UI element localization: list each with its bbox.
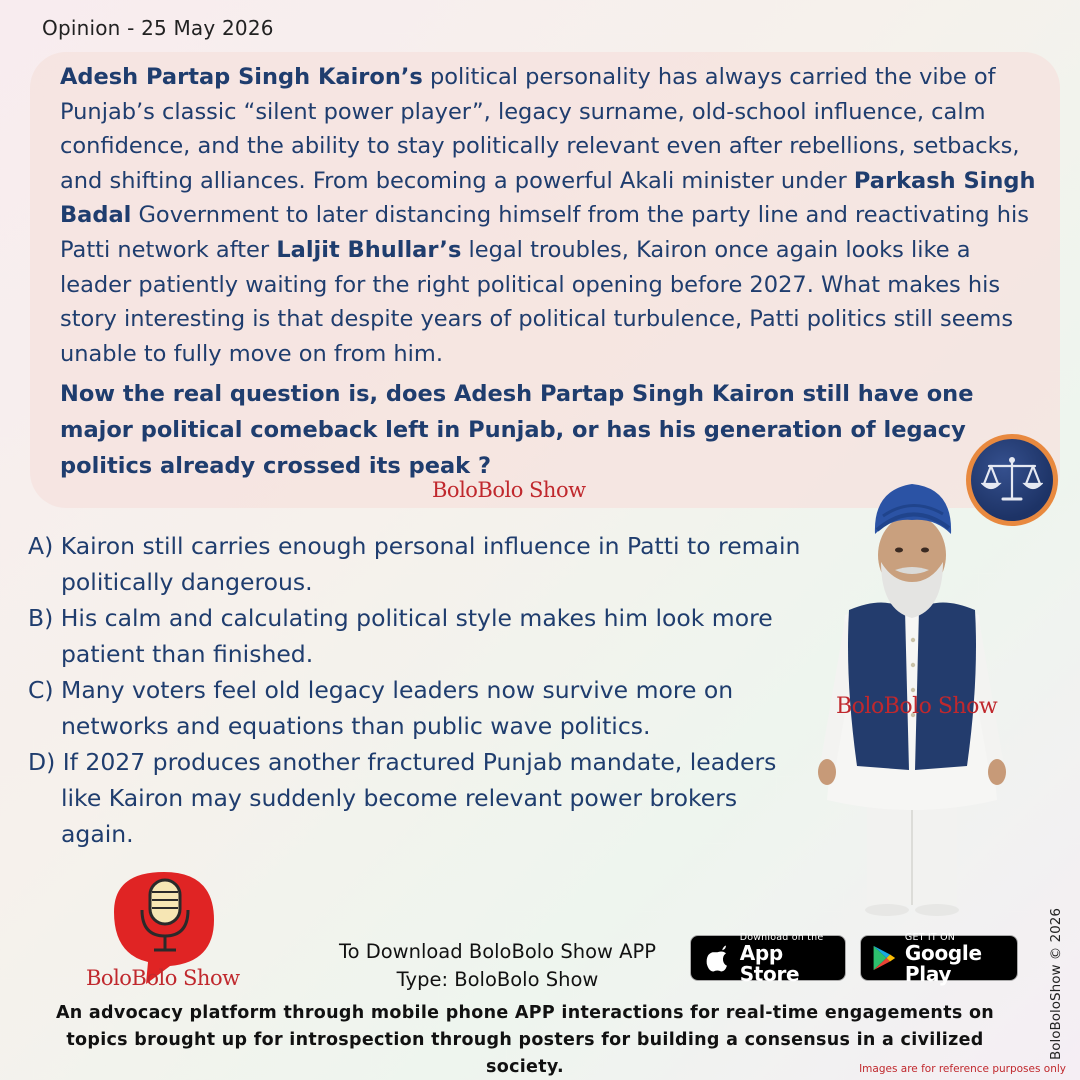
image-disclaimer: Images are for reference purposes only <box>859 1063 1066 1075</box>
bold-bhullar: Laljit Bhullar’s <box>276 236 462 263</box>
download-line-1: To Download BoloBolo Show APP <box>338 940 657 963</box>
copyright-text: BoloBoloShow © 2026 <box>1048 908 1064 1060</box>
google-play-icon <box>871 942 897 974</box>
apple-icon <box>701 941 734 975</box>
google-big-label: Google Play <box>904 940 982 986</box>
bold-badal: Parkash Singh Badal <box>60 167 1036 229</box>
appstore-big-label: App Store <box>739 940 800 986</box>
opinion-paragraph <box>60 60 1045 371</box>
option-c[interactable]: C) Many voters feel old legacy leaders now survive more on networks and equations than public wave politics. <box>28 676 734 740</box>
bold-kairon: Adesh Partap Singh Kairon’s <box>60 64 423 90</box>
text-segment-c: legal troubles, Kairon once again looks like a leader patiently waiting for the right political opening before 2027. What makes his story interesting is that despite years of political turbulence, Patti politics still seems unable to fully move on from him. <box>60 236 1014 367</box>
portrait-watermark-brand: BoloBolo Show <box>836 694 998 719</box>
appstore-small-label: Download on the <box>739 931 824 943</box>
text-segment-a: political personality has always carried the vibe of Punjab’s classic “silent power player”, legacy surname, old-school influence, calm confidence, and the ability to stay politically relevant even after rebellions, setbacks, and shifting alliances. From becoming a powerful Akali minister under <box>60 64 1020 194</box>
option-b[interactable]: B) His calm and calculating political style makes him look more patient than finished. <box>28 604 773 668</box>
download-instructions <box>320 938 675 994</box>
option-a[interactable]: A) Kairon still carries enough personal influence in Patti to remain politically dangerous. <box>28 532 801 596</box>
option-d[interactable]: D) If 2027 produces another fractured Punjab mandate, leaders like Kairon may suddenly become relevant power brokers again. <box>28 748 777 848</box>
text-segment-b: Government to later distancing himself from the party line and reactivating his Patti network after <box>60 202 1029 263</box>
download-line-2: Type: BoloBolo Show <box>396 968 599 991</box>
footer-description: An advocacy platform through mobile phone APP interactions for real-time engagements on topics brought up for introspection through posters for building a consensus in a civilized society. <box>55 1003 995 1077</box>
google-play-badge[interactable] <box>860 931 1018 986</box>
app-store-badge[interactable] <box>690 931 846 986</box>
poll-question: Now the real question is, does Adesh Partap Singh Kairon still have one major political comeback left in Punjab, or has his generation of legacy politics already crossed its peak ? <box>60 381 974 479</box>
logo-label: BoloBolo Show <box>86 966 240 990</box>
watermark-brand: BoloBolo Show <box>432 478 586 502</box>
google-small-label: GET IT ON <box>904 931 956 943</box>
poll-options <box>28 528 808 852</box>
date-line: Opinion - 25 May 2026 <box>42 16 274 40</box>
